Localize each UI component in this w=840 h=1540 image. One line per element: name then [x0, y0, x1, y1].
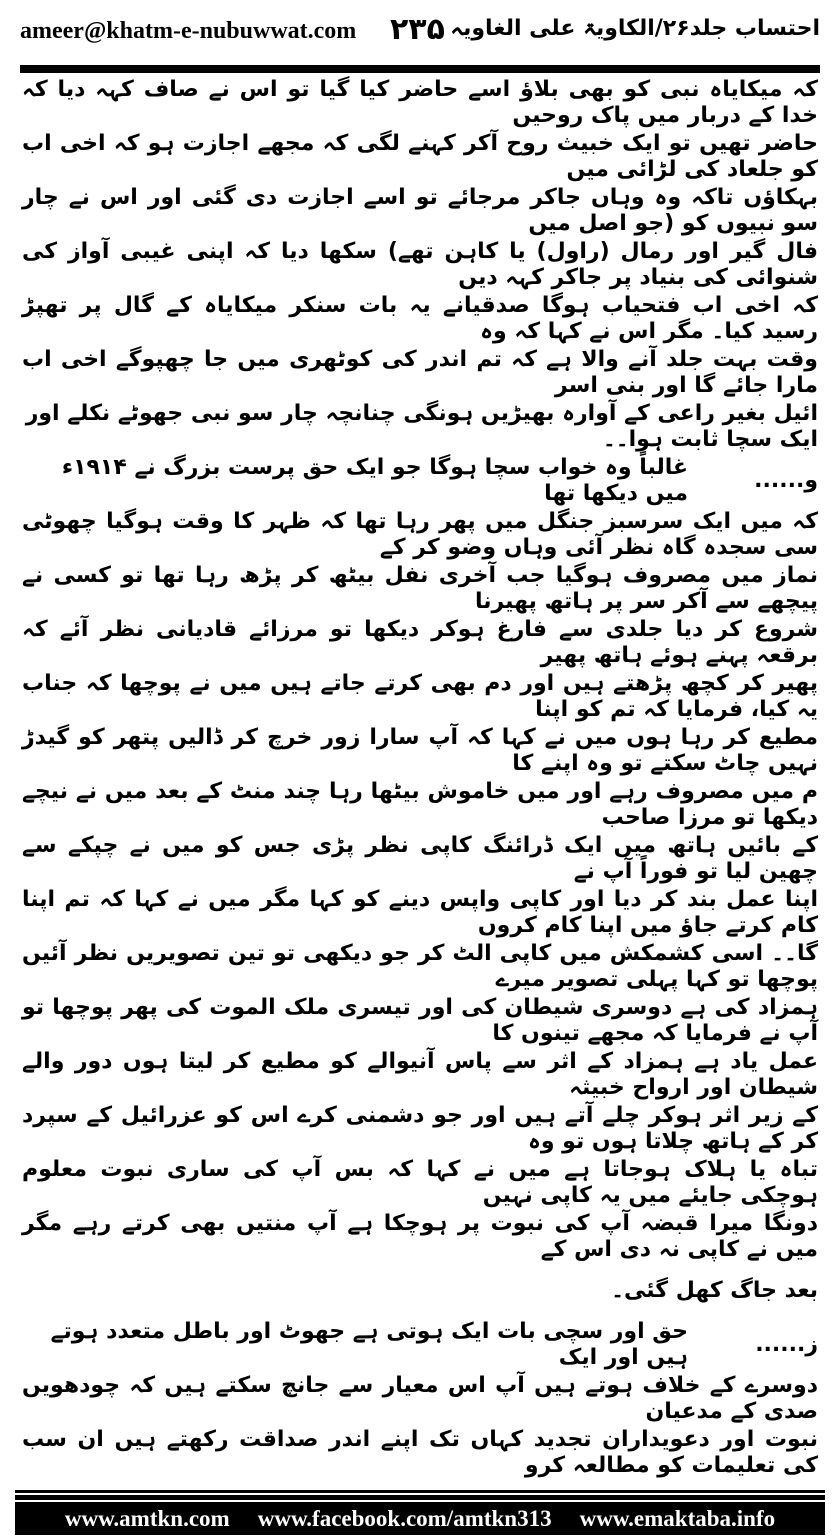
page-body	[22, 76, 818, 1480]
text-line-content: فال گیر اور رمال (راول) یا کاہن تھے) سکھا دیا کہ اپنی غیبی آواز کی شنوائی کی بنیاد پر جاکر کہہ دیں	[22, 239, 818, 290]
page-number: ۲۳۵	[390, 12, 445, 47]
footer-link-facebook[interactable]: www.facebook.com/amtkn313	[257, 1505, 552, 1531]
header-email: ameer@khatm-e-nubuwwat.com	[20, 18, 357, 44]
text-line-content: گا۔۔ اسی کشمکش میں کاپی الٹ کر جو دیکھی تو تین تصویریں نظر آئیں پوچھا تو کہا پہلی تصویر میرے	[22, 941, 818, 992]
text-line	[22, 778, 818, 832]
text-line-content: کہ اخی اب فتحیاب ہوگا صدقیانے یہ بات سنکر میکایاہ کے گال پر تھپڑ رسید کیا۔ مگر اس نے کہا کہ وہ	[22, 293, 818, 344]
page-header	[20, 8, 820, 58]
text-line-content: دونگا میرا قبضہ آپ کی نبوت پر ہوچکا ہے آپ منتیں بھی کرتے رہے مگر میں نے کاپی نہ دی اس کے	[22, 1211, 818, 1262]
paragraph-lead-line	[22, 454, 818, 508]
text-line-content: حق اور سچی بات ایک ہوتی ہے جھوٹ اور باطل متعدد ہوتے ہیں اور ایک	[50, 1319, 688, 1370]
text-line	[22, 1102, 818, 1156]
text-line-content: بعد جاگ کھل گئی۔	[611, 1278, 818, 1303]
text-line-content: وقت بہت جلد آنے والا ہے کہ تم اندر کی کوٹھری میں جا چھپوگے اخی اب مارا جائے گا اور بنی اسر	[22, 347, 818, 398]
text-line	[22, 238, 818, 292]
text-line-content: دوسرے کے خلاف ہوتے ہیں آپ اس معیار سے جانچ سکتے ہیں کہ چودھویں صدی کے مدعیان	[22, 1373, 818, 1424]
text-line	[22, 994, 818, 1048]
text-line-content: کے بائیں ہاتھ میں ایک ڈرائنگ کاپی نظر پڑی جس کو میں نے چپکے سے چھین لیا تو فوراً آپ نے	[22, 833, 818, 884]
text-line	[22, 1156, 818, 1210]
text-line	[22, 1210, 818, 1264]
footer-rule	[15, 1490, 825, 1493]
text-line	[22, 76, 818, 130]
footer-rule	[15, 1495, 825, 1500]
text-line	[22, 940, 818, 994]
text-line	[22, 562, 818, 616]
footer-bar	[15, 1502, 825, 1535]
paragraph-lead-line	[22, 1318, 818, 1372]
text-line	[22, 886, 818, 940]
text-line-content: نبوت اور دعویداران تجدید کہاں تک اپنے اندر صداقت رکھتے ہیں ان سب کی تعلیمات کو مطالعہ کرو	[22, 1427, 818, 1478]
text-line	[22, 1048, 818, 1102]
text-line	[22, 724, 818, 778]
text-line-content: غالباً وہ خواب سچا ہوگا جو ایک حق پرست بزرگ نے ۱۹۱۴ء میں دیکھا تھا	[61, 455, 688, 506]
text-line	[22, 400, 818, 454]
text-line-content: شروع کر دیا جلدی سے فارغ ہوکر دیکھا تو مرزائے قادیانی نظر آئے کہ برقعہ پہنے ہوئے ہاتھ پھیر	[22, 617, 818, 668]
text-line-content: اپنا عمل بند کر دیا اور کاپی واپس دینے کو کہا مگر میں نے کہا کہ تم اپنا کام کرتے جاؤ میں اپنا کام کروں	[22, 887, 818, 938]
text-line	[22, 1264, 818, 1318]
header-rule	[20, 65, 820, 73]
text-line	[22, 1372, 818, 1426]
text-line-content: تباہ یا ہلاک ہوجاتا ہے میں نے کہا کہ بس آپ کی ساری نبوت معلوم ہوچکی جایئے میں یہ کاپی نہیں	[22, 1157, 818, 1208]
text-line	[22, 670, 818, 724]
text-line	[22, 616, 818, 670]
text-line-content: حاضر تھیں تو ایک خبیث روح آکر کہنے لگی کہ مجھے اجازت ہو کہ اخی اب کو جلعاد کی لڑائی میں	[22, 131, 818, 182]
text-line	[22, 292, 818, 346]
text-line-content: م میں مصروف رہے اور میں خاموش بیٹھا رہا چند منٹ کے بعد میں نے نیچے دیکھا تو مرزا صاحب	[22, 779, 818, 830]
text-line-content: کہ میکایاہ نبی کو بھی بلاؤ اسے حاضر کیا گیا تو اس نے صاف کہہ دیا کہ خدا کے دربار میں پاک روحیں	[22, 77, 818, 128]
text-line	[22, 346, 818, 400]
text-line	[22, 508, 818, 562]
text-line-content: بہکاؤں تاکہ وہ وہاں جاکر مرجائے تو اسے اجازت دی گئی اور اس نے چار سو نبیوں کو (جو اصل میں	[22, 185, 818, 236]
text-line-content: ائیل بغیر راعی کے آوارہ بھیڑیں ہونگی چنانچہ چار سو نبی جھوٹے نکلے اور ایک سچا ثابت ہوا۔۔	[25, 401, 818, 452]
text-line	[22, 1426, 818, 1480]
text-line-content: پھیر کر کچھ پڑھتے ہیں اور دم بھی کرتے جاتے ہیں میں نے پوچھا کہ جناب یہ کیا، فرمایا کہ تم کو اپنا	[22, 671, 818, 722]
section-marker: و......	[754, 468, 818, 493]
text-line-content: کے زیر اثر ہوکر چلے آتے ہیں اور جو دشمنی کرے اس کو عزرائیل کے سپرد کر کے ہاتھ چلاتا ہوں تو وہ	[22, 1103, 818, 1154]
text-line	[22, 184, 818, 238]
text-line-content: مطیع کر رہا ہوں میں نے کہا کہ آپ سارا زور خرچ کر ڈالیں پتھر کو گیدڑ نہیں چاٹ سکتے تو وہ اپنے کا	[22, 725, 818, 776]
text-line	[22, 832, 818, 886]
footer-link-emaktaba[interactable]: www.emaktaba.info	[579, 1505, 776, 1531]
text-line-content: عمل یاد ہے ہمزاد کے اثر سے پاس آنیوالے کو مطیع کر لیتا ہوں دور والے شیطان اور ارواح خبیثہ	[22, 1049, 818, 1100]
footer-link-amtkn[interactable]: www.amtkn.com	[64, 1505, 230, 1531]
text-line-content: نماز میں مصروف ہوگیا جب آخری نفل بیٹھ کر پڑھ رہا تھا تو کسی نے پیچھے سے آکر سر پر ہاتھ پھیرنا	[22, 563, 818, 614]
book-title: احتساب جلد۲۶/الکاویۃ علی الغاویہ	[450, 16, 820, 41]
text-line	[22, 130, 818, 184]
section-marker: ز......	[755, 1332, 818, 1357]
text-line-content: ہمزاد کی ہے دوسری شیطان کی اور تیسری ملک الموت کی پھر پوچھا تو آپ نے فرمایا کہ مجھے تینوں کا	[22, 995, 818, 1046]
text-line-content: کہ میں ایک سرسبز جنگل میں پھر رہا تھا کہ ظہر کا وقت ہوگیا چھوٹی سی سجدہ گاہ نظر آئی وہاں وضو کر کے	[22, 509, 818, 560]
